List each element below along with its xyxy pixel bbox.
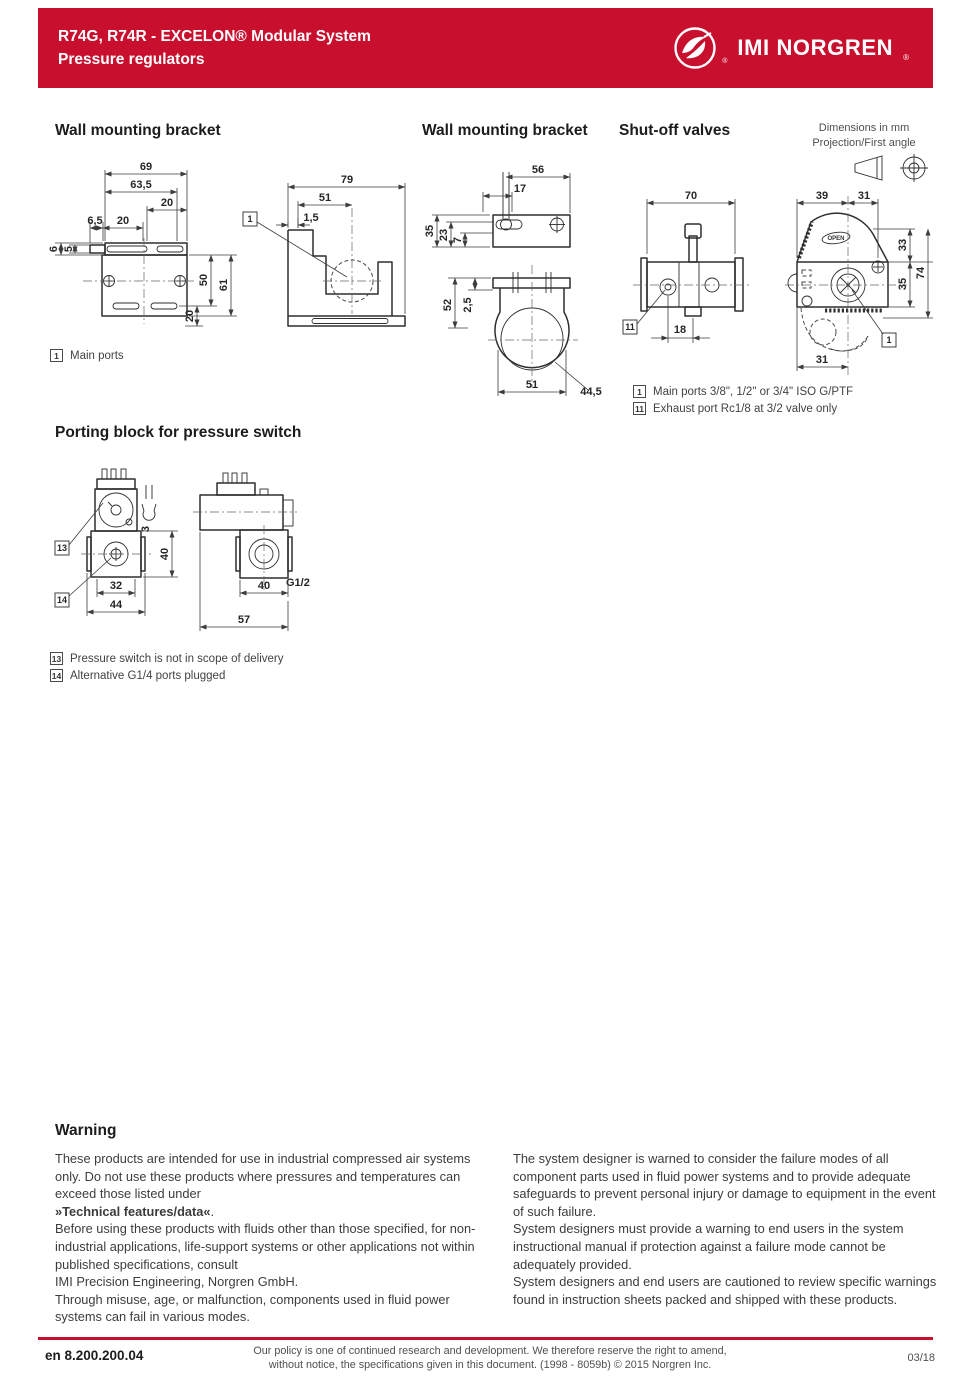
dim-v-31-top: 31: [857, 190, 871, 202]
bracket1-notes: [50, 347, 124, 364]
warning-right-p3: System designers and end users are cautioned to review specific warnings found in instruction sheets packed and shipped with these products.: [513, 1274, 937, 1307]
dim-p-57: 57: [237, 614, 251, 626]
porting-side-view: [193, 473, 297, 590]
issue-date: 03/18: [907, 1352, 935, 1364]
title-line-1: R74G, R74R - EXCELON® Modular System: [58, 28, 371, 45]
porting-front-view: [81, 469, 156, 577]
dim-b2-56: 56: [531, 164, 545, 176]
note-main-ports: [50, 347, 124, 364]
note-pressure-switch-text: Pressure switch is not in scope of delivery: [70, 652, 284, 665]
ref-13: 13: [51, 653, 62, 664]
policy-line-1: Our policy is one of continued research and development. We therefore reserve the right to amend,: [253, 1345, 727, 1357]
bracket2-top-dimensions: [424, 164, 570, 247]
policy-line-2: without notice, the specifications given in this document. (1998 - 8059b) © 2015 Norgren Inc.: [268, 1359, 712, 1371]
dim-b2-17: 17: [513, 183, 527, 195]
ref-1b: 1: [633, 385, 646, 398]
dim-p-wrench-3: 3: [140, 525, 152, 533]
drawing-wall-bracket-2: [420, 150, 635, 412]
warning-bold-ref: »Technical features/data«: [55, 1203, 211, 1219]
dim-b1-6-5: 6,5: [87, 215, 103, 227]
valve-notes: [633, 383, 853, 417]
label-g1-2: G1/2: [286, 577, 310, 589]
porting-notes: [50, 650, 283, 684]
dim-p-44: 44: [109, 599, 123, 611]
note-alt-ports-text: Alternative G1/4 ports plugged: [70, 669, 226, 682]
bracket1-side-view: [288, 208, 405, 326]
warning-title: Warning: [55, 1122, 117, 1139]
footer-rule: [38, 1337, 933, 1340]
callout-1-label: 1: [247, 214, 253, 224]
brand-lockup: [672, 25, 909, 71]
dim-b2-51: 51: [525, 379, 539, 391]
dim-v-70: 70: [684, 190, 698, 202]
callout-14-label: 14: [56, 595, 68, 605]
brand-name: IMI NORGREN: [737, 35, 894, 60]
dimensions-note: Dimensions in mm: [818, 122, 910, 134]
bracket2-top-view: [493, 172, 570, 247]
dim-v-74: 74: [915, 266, 927, 280]
warning-left-p2: Before using these products with fluids other than those specified, for non-industrial applications, life-support systems or other applications not within published specifications, consult: [55, 1221, 476, 1272]
drawing-meta: [790, 121, 938, 151]
note-pressure-switch: [50, 650, 283, 667]
dim-b2-52: 52: [442, 298, 454, 312]
warning-left-p3: IMI Precision Engineering, Norgren GmbH.: [55, 1274, 299, 1290]
dim-v-18: 18: [673, 324, 687, 336]
drawing-porting-block: [45, 455, 375, 647]
dim-b1-20-left: 20: [116, 215, 130, 227]
dim-b2-2-5: 2,5: [462, 297, 474, 313]
dim-b1-20-top: 20: [160, 197, 174, 209]
dim-b2-23: 23: [438, 228, 450, 242]
dim-b1-69: 69: [139, 161, 153, 173]
porting-side-dimensions: [200, 532, 310, 631]
note-valve-exhaust: [633, 400, 853, 417]
warning-left-column: [55, 1150, 479, 1326]
ref-1: 1: [50, 349, 63, 362]
warning-right-p1: The system designer is warned to consider the failure modes of all component parts used in fluid power systems and to provide adequate safeguards to prevent personal injury or damage to equipment in the event of such failure.: [513, 1151, 936, 1219]
valve-side-view: [633, 224, 751, 316]
dim-v-33: 33: [897, 238, 909, 252]
note-valve-main-ports: [633, 383, 853, 400]
warning-right-column: [513, 1150, 937, 1308]
imi-norgren-logo-icon: [672, 25, 718, 71]
section-title-wall-bracket-2: Wall mounting bracket: [422, 122, 588, 139]
callout-11-label: 11: [625, 322, 635, 332]
dim-p-40-vert: 40: [159, 547, 171, 561]
section-title-shutoff-valves: Shut-off valves: [619, 122, 731, 139]
section-title-porting-block: Porting block for pressure switch: [55, 424, 302, 441]
drawing-wall-bracket-1: [45, 148, 415, 363]
dim-b2-44-5: 44,5: [580, 386, 602, 398]
dim-b1-79: 79: [340, 174, 354, 186]
section-title-wall-bracket-1: Wall mounting bracket: [55, 122, 221, 139]
brand-registered-mark: ®: [903, 53, 909, 62]
drawing-shutoff-valves: [615, 150, 977, 382]
bracket1-plan-view: [83, 238, 197, 324]
dim-p-40-front: 40: [257, 580, 271, 592]
dim-b1-50: 50: [198, 273, 210, 287]
header-banner: [38, 8, 933, 88]
dim-b1-20-bottom: 20: [184, 309, 196, 323]
porting-front-dimensions: [55, 503, 178, 616]
callout-1b-label: 1: [886, 335, 892, 345]
note-main-ports-text: Main ports: [70, 349, 124, 362]
dim-b1-1-5: 1,5: [303, 212, 319, 224]
note-alt-ports: [50, 667, 283, 684]
ref-14: 14: [51, 670, 62, 681]
dim-b2-7: 7: [452, 236, 464, 244]
logo-registered-mark: ®: [722, 58, 728, 65]
dim-b1-51: 51: [318, 192, 332, 204]
note-valve-main-ports-text: Main ports 3/8", 1/2" or 3/4" ISO G/PTF: [653, 385, 854, 398]
document-code: en 8.200.200.04: [45, 1348, 144, 1363]
dim-b1-5: 5: [63, 245, 75, 253]
dim-b1-63-5: 63,5: [130, 179, 152, 191]
dim-b1-61: 61: [218, 278, 230, 292]
warning-left-bold-line: [55, 1203, 479, 1221]
document-title: [58, 25, 371, 71]
dim-b2-35: 35: [424, 224, 436, 238]
warning-right-p2: System designers must provide a warning to end users in the system instructional manual if protection against a failure mode cannot be adequately provided.: [513, 1221, 904, 1272]
ref-11: 11: [635, 403, 644, 414]
projection-note: Projection/First angle: [812, 137, 916, 149]
bracket1-side-dimensions: [243, 174, 405, 314]
warning-left-p1: These products are intended for use in industrial compressed air systems only. Do not use these products where pressures and temperatures can exceed those listed under: [55, 1151, 471, 1202]
dim-v-31-bottom: 31: [815, 354, 829, 366]
title-line-2: Pressure regulators: [58, 51, 205, 68]
note-valve-exhaust-text: Exhaust port Rc1/8 at 3/2 valve only: [653, 402, 838, 415]
warning-bold-suffix: .: [210, 1203, 215, 1219]
warning-left-p4: Through misuse, age, or malfunction, components used in fluid power systems can fail in various modes.: [55, 1291, 450, 1325]
open-label: OPEN: [827, 236, 845, 242]
bracket2-front-dimensions: [442, 278, 602, 398]
dim-v-39: 39: [815, 190, 829, 202]
dim-p-32: 32: [109, 580, 123, 592]
valve-front-view: [785, 196, 907, 375]
dim-v-35: 35: [897, 277, 909, 291]
callout-13-label: 13: [56, 543, 68, 553]
footer-policy: [230, 1344, 750, 1372]
dim-b1-6: 6: [48, 245, 60, 253]
